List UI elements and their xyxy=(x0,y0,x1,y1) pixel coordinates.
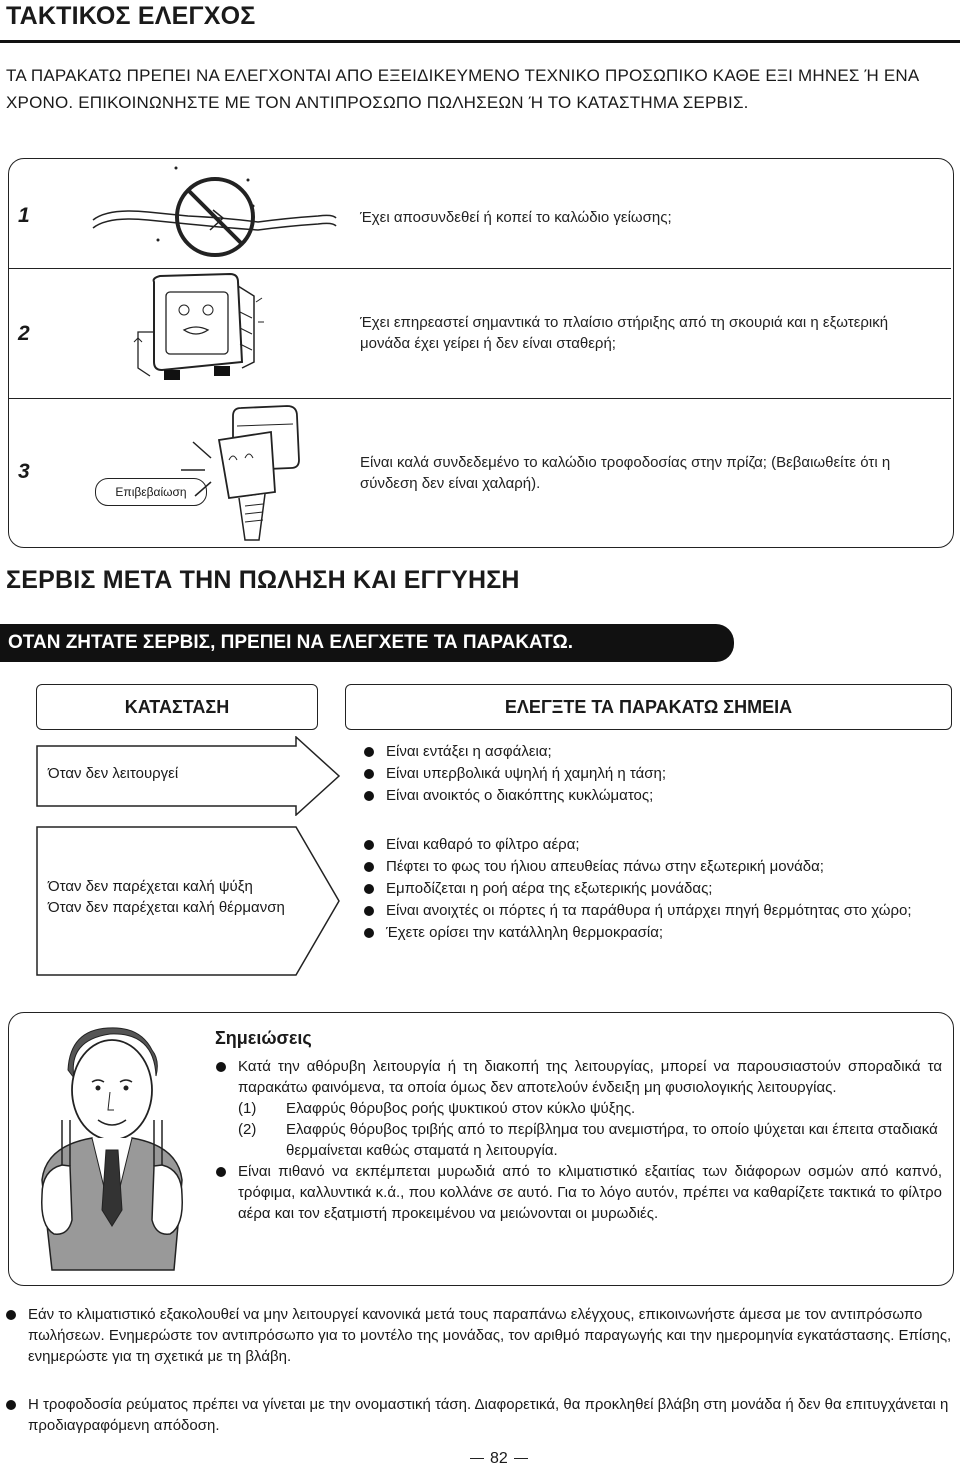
note-sub-text: Ελαφρύς θόρυβος ροής ψυκτικού στον κύκλο ψύξης. xyxy=(286,1100,636,1117)
check-point: Είναι ανοικτός ο διακόπτης κυκλώματος; xyxy=(360,785,950,807)
footer-item: Εάν το κλιματιστικό εξακολουθεί να μην λειτουργεί κανονικά μετά τους παραπάνω ελέγχους, επικοινωνήστε άμεσα με τον αντιπρόσωπο πωλήσεων. Ενημερώστε τον αντιπρόσωπο για το μοντέλο της μονάδας, τον αριθμό παραγωγής και την ημερομηνία εγκατάστασης. Επίσης, ενημερώστε για τη σχετικά με τη βλάβη. xyxy=(2,1304,957,1367)
check-number: 2 xyxy=(18,322,30,345)
intro-text: ΤΑ ΠΑΡΑΚΑΤΩ ΠΡΕΠΕΙ ΝΑ ΕΛΕΓΧΟΝΤΑΙ ΑΠΟ ΕΞΕΙΔΙΚΕΥΜΕΝΟ ΤΕΧΝΙΚΟ ΠΡΟΣΩΠΙΚΟ ΚΑΘΕ ΕΞΙ ΜΗΝΕΣ Ή ΕΝΑ ΧΡΟΝΟ. ΕΠΙΚΟΙΝΩΝΗΣΤΕ ΜΕ ΤΟΝ ΑΝΤΙΠΡΟΣΩΠΟ ΠΩΛΗΣΕΩΝ Ή ΤΟ ΚΑΤΑΣΤΗΜΑ ΣΕΡΒΙΣ. xyxy=(6,66,919,112)
check-points-list xyxy=(360,834,950,944)
note-sub-number: (2) xyxy=(238,1121,257,1138)
check-number: 3 xyxy=(18,460,30,483)
section-title-periodic-check: ΤΑΚΤΙΚΟΣ ΕΛΕΓΧΟΣ xyxy=(6,2,256,30)
footer-list xyxy=(2,1304,957,1367)
header-condition: ΚΑΤΑΣΤΑΣΗ xyxy=(36,684,318,730)
check-point: Είναι υπερβολικά υψηλή ή χαμηλή η τάση; xyxy=(360,763,950,785)
check-point: Εμποδίζεται η ροή αέρα της εξωτερικής μονάδας; xyxy=(360,878,950,900)
condition-line: Όταν δεν παρέχεται καλή θέρμανση xyxy=(48,899,285,916)
check-point: Είναι ανοιχτές οι πόρτες ή τα παράθυρα ή υπάρχει πηγή θερμότητας στο χώρο; xyxy=(360,900,950,922)
confirm-label: Επιβεβαίωση xyxy=(95,478,207,506)
page-number xyxy=(470,1450,528,1468)
note-sub-number: (1) xyxy=(238,1100,257,1117)
checklist-divider xyxy=(9,398,951,399)
check-text: Είναι καλά συνδεδεμένο το καλώδιο τροφοδοσίας στην πρίζα; (Βεβαιωθείτε ότι η σύνδεση δεν είναι χαλαρή). xyxy=(360,454,891,492)
note-sub-text: Ελαφρύς θόρυβος τριβής από το περίβλημα του ανεμιστήρα, το οποίο ψύχεται και έπειτα σταδιακά θερμαίνεται καθώς σταματά η λειτουργία. xyxy=(286,1121,938,1159)
footer-list xyxy=(2,1394,957,1436)
note-text: Κατά την αθόρυβη λειτουργία ή τη διακοπή της λειτουργίας, μπορεί να παρουσιαστούν σποραδικά τα παρακάτω φαινόμενα, τα οποία όμως δεν αποτελούν ένδειξη μη φυσιολογικής λειτουργίας. xyxy=(238,1058,942,1096)
condition-label xyxy=(48,876,298,918)
section-title-after-sales: ΣΕΡΒΙΣ ΜΕΤΑ ΤΗΝ ΠΩΛΗΣΗ ΚΑΙ ΕΓΓΥΗΣΗ xyxy=(6,566,520,594)
note-sub-item xyxy=(238,1098,942,1119)
check-points-list xyxy=(360,741,950,807)
note-sub-item xyxy=(238,1119,942,1161)
check-text: Έχει αποσυνδεθεί ή κοπεί το καλώδιο γείωσης; xyxy=(360,209,672,226)
notes-title: Σημειώσεις xyxy=(215,1028,312,1048)
header-check-points: ΕΛΕΓΞΤΕ ΤΑ ΠΑΡΑΚΑΤΩ ΣΗΜΕΙΑ xyxy=(345,684,952,730)
page-number-value: 82 xyxy=(490,1450,508,1467)
condition-line: Όταν δεν παρέχεται καλή ψύξη xyxy=(48,878,253,895)
title-rule xyxy=(0,40,960,43)
check-number: 1 xyxy=(18,204,30,227)
service-banner: ΟΤΑΝ ΖΗΤΑΤΕ ΣΕΡΒΙΣ, ΠΡΕΠΕΙ ΝΑ ΕΛΕΓΧΕΤΕ ΤΑ ΠΑΡΑΚΑΤΩ. xyxy=(0,624,734,662)
ground-wire-cut-illustration xyxy=(88,160,338,265)
check-point: Πέφτει το φως του ήλιου απευθείας πάνω στην εξωτερική μονάδα; xyxy=(360,856,950,878)
check-point: Είναι εντάξει η ασφάλεια; xyxy=(360,741,950,763)
notes-list xyxy=(212,1056,942,1224)
check-point: Είναι καθαρό το φίλτρο αέρα; xyxy=(360,834,950,856)
condition-label: Όταν δεν λειτουργεί xyxy=(48,765,179,782)
checklist-divider xyxy=(9,268,951,269)
power-plug-outlet-illustration xyxy=(175,400,325,546)
footer-item: Η τροφοδοσία ρεύματος πρέπει να γίνεται με την ονομαστική τάση. Διαφορετικά, θα προκληθεί βλάβη στη μονάδα ή δεν θα επιτυγχάνεται η προδιαγραφόμενη απόδοση. xyxy=(2,1394,957,1436)
note-item xyxy=(212,1161,942,1224)
check-point: Έχετε ορίσει την κατάλληλη θερμοκρασία; xyxy=(360,922,950,944)
tilted-outdoor-unit-illustration xyxy=(132,272,267,384)
man-pointing-illustration xyxy=(22,1020,202,1278)
note-text: Είναι πιθανό να εκπέμπεται μυρωδιά από το κλιματιστικό εξαιτίας των διάφορων οσμών από καπνό, τρόφιμα, καλλυντικά κ.ά., που κολλάνε σε αυτό. Για το λόγο αυτόν, πρέπει να καθαρίζετε τακτικά το φίλτρο αέρα και τον εξατμιστή προκειμένου να μειώνονται οι μυρωδιές. xyxy=(238,1163,942,1222)
check-text: Έχει επηρεαστεί σημαντικά το πλαίσιο στήριξης από τη σκουριά και η εξωτερική μονάδα έχει γείρει ή δεν είναι σταθερή; xyxy=(360,314,889,352)
note-item xyxy=(212,1056,942,1161)
